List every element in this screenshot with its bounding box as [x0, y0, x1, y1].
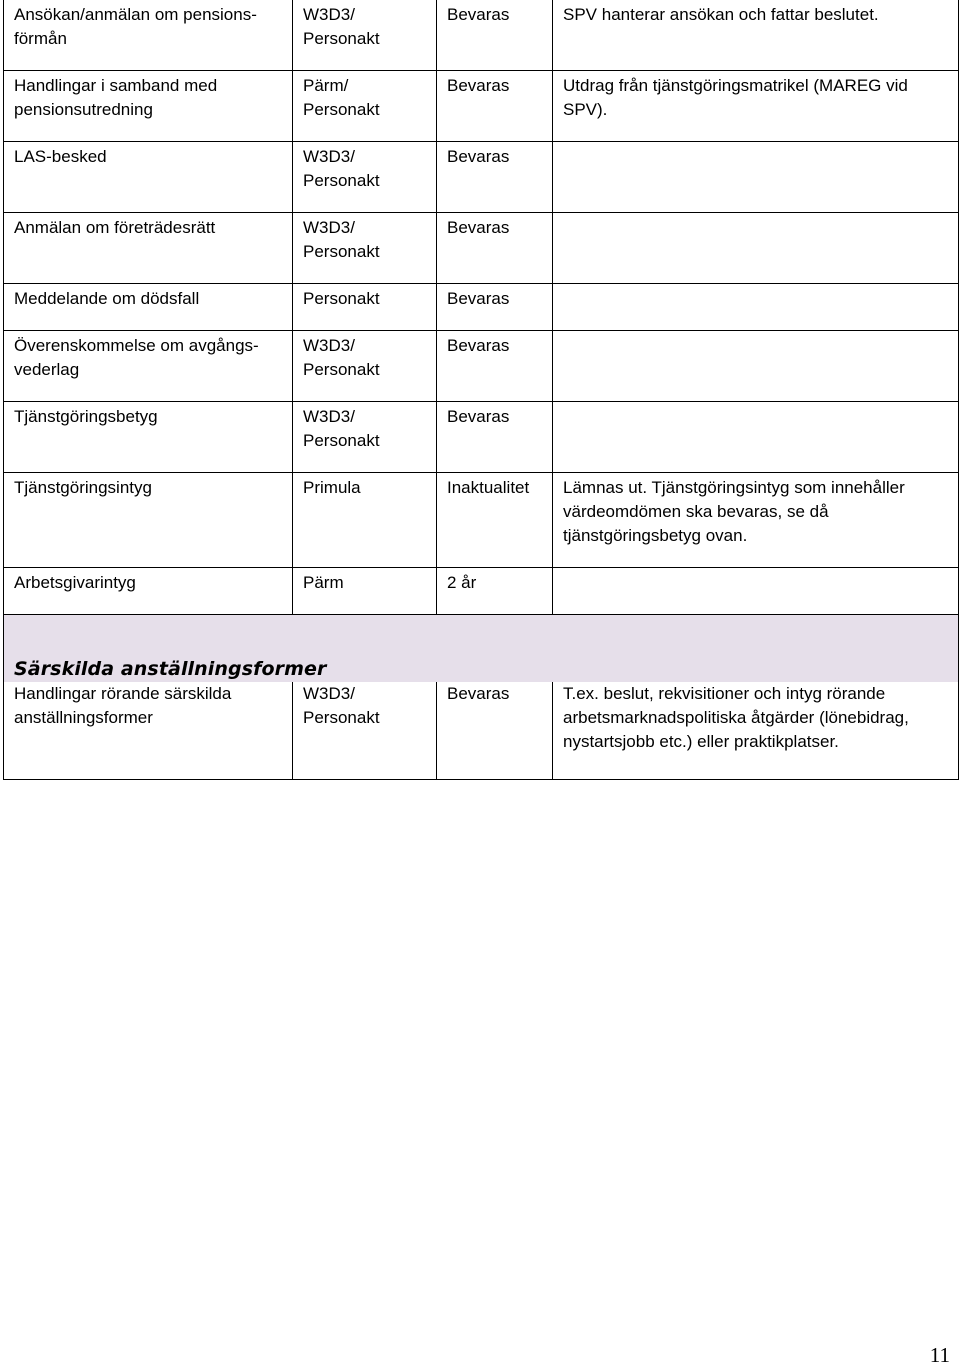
table-row	[4, 284, 959, 331]
document-type-cell: Tjänstgöringsintyg	[4, 473, 293, 568]
comment-cell	[553, 284, 959, 331]
retention-cell: Inaktualitet	[437, 473, 553, 568]
retention-cell: Bevaras	[437, 331, 553, 402]
table-row	[4, 402, 959, 473]
storage-cell: W3D3/ Personakt	[293, 213, 437, 284]
storage-cell: W3D3/ Personakt	[293, 0, 437, 71]
section-header-row	[4, 615, 959, 683]
comment-cell	[553, 402, 959, 473]
storage-cell: Pärm/ Personakt	[293, 71, 437, 142]
retention-cell: Bevaras	[437, 402, 553, 473]
table-row	[4, 71, 959, 142]
comment-cell: SPV hanterar ansökan och fattar beslutet.	[553, 0, 959, 71]
retention-cell: Bevaras	[437, 213, 553, 284]
retention-cell: Bevaras	[437, 682, 553, 780]
table-row	[4, 142, 959, 213]
table-row	[4, 473, 959, 568]
document-type-cell: LAS-besked	[4, 142, 293, 213]
section-title: Särskilda anställningsformer	[14, 658, 327, 680]
document-type-cell: Meddelande om dödsfall	[4, 284, 293, 331]
retention-cell: Bevaras	[437, 142, 553, 213]
page-number: 11	[929, 1343, 950, 1367]
document-type-cell: Arbetsgivarintyg	[4, 568, 293, 615]
document-type-cell: Ansökan/anmälan om pensions- förmån	[4, 0, 293, 71]
comment-cell: T.ex. beslut, rekvisitioner och intyg rörande arbetsmarknadspolitiska åtgärder (lönebidrag, nystartsjobb etc.) eller praktikplatser.	[553, 682, 959, 780]
document-type-cell: Överenskommelse om avgångs- vederlag	[4, 331, 293, 402]
table-row	[4, 0, 959, 71]
comment-cell: Lämnas ut. Tjänstgöringsintyg som innehåller värdeomdömen ska bevaras, se då tjänstgöringsbetyg ovan.	[553, 473, 959, 568]
storage-cell: W3D3/ Personakt	[293, 682, 437, 780]
comment-cell	[553, 331, 959, 402]
table-row	[4, 568, 959, 615]
retention-cell: Bevaras	[437, 284, 553, 331]
table-row	[4, 213, 959, 284]
archive-table	[3, 0, 959, 780]
section-header-cell	[4, 615, 959, 683]
storage-cell: Personakt	[293, 284, 437, 331]
comment-cell	[553, 568, 959, 615]
document-type-cell: Tjänstgöringsbetyg	[4, 402, 293, 473]
storage-cell: W3D3/ Personakt	[293, 142, 437, 213]
document-type-cell: Anmälan om företrädesrätt	[4, 213, 293, 284]
comment-cell	[553, 142, 959, 213]
storage-cell: Primula	[293, 473, 437, 568]
comment-cell	[553, 213, 959, 284]
storage-cell: Pärm	[293, 568, 437, 615]
retention-cell: Bevaras	[437, 71, 553, 142]
table-row	[4, 331, 959, 402]
comment-cell: Utdrag från tjänstgöringsmatrikel (MAREG vid SPV).	[553, 71, 959, 142]
retention-cell: 2 år	[437, 568, 553, 615]
storage-cell: W3D3/ Personakt	[293, 331, 437, 402]
table-row	[4, 682, 959, 780]
document-type-cell: Handlingar rörande särskilda anställningsformer	[4, 682, 293, 780]
retention-cell: Bevaras	[437, 0, 553, 71]
document-type-cell: Handlingar i samband med pensionsutredning	[4, 71, 293, 142]
storage-cell: W3D3/ Personakt	[293, 402, 437, 473]
